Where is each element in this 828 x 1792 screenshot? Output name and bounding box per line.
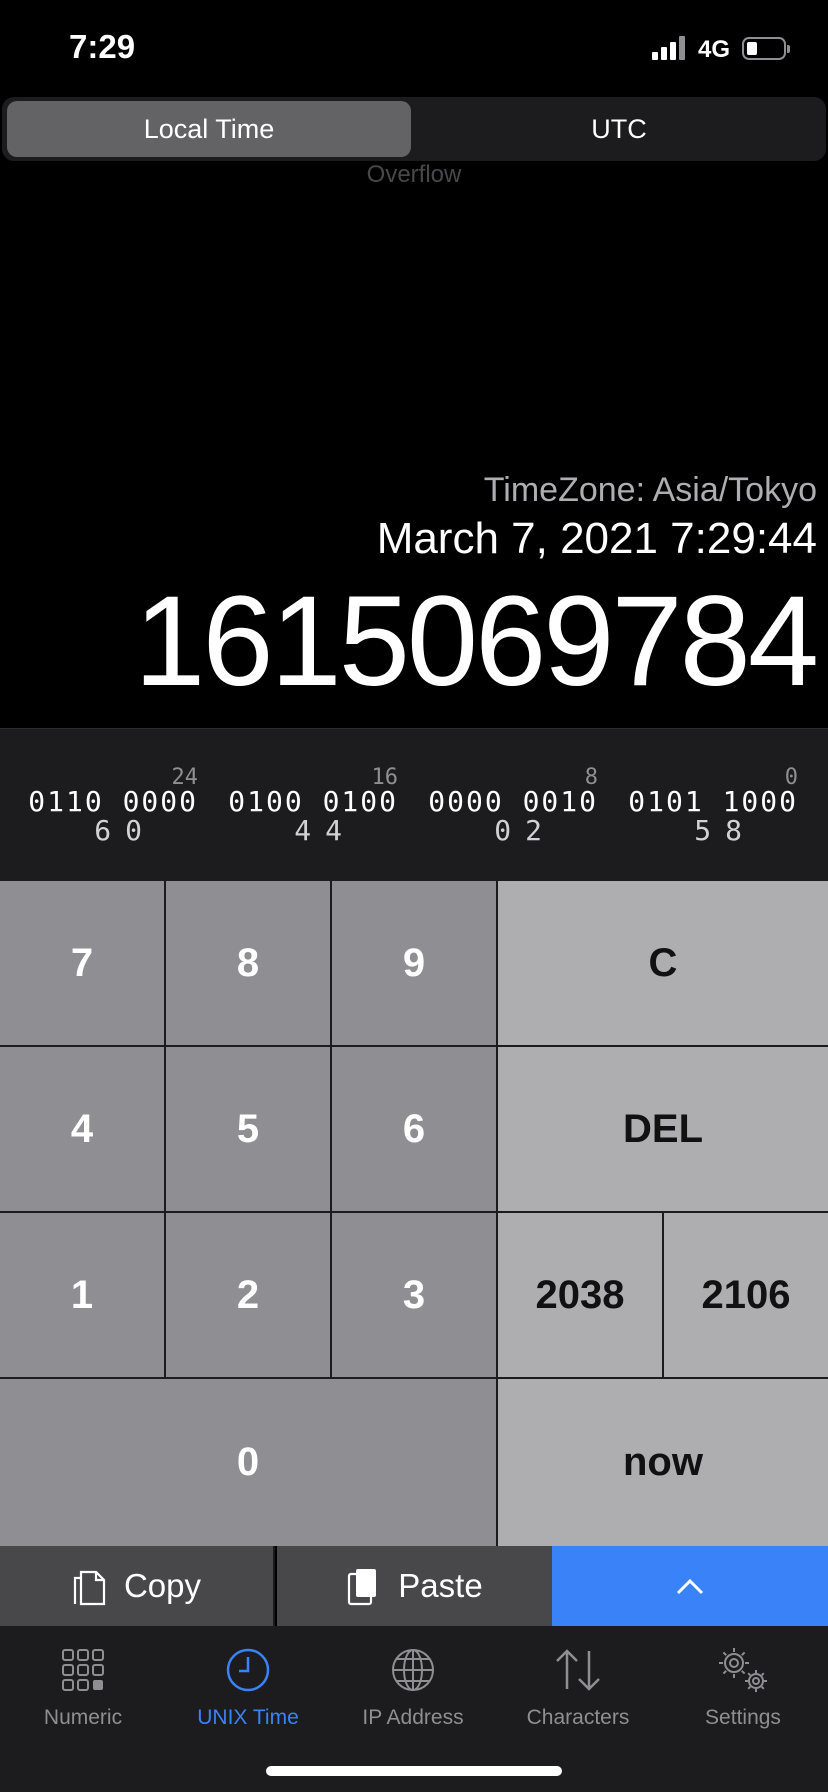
network-type: 4G: [698, 36, 731, 63]
bit-position: 8: [584, 765, 598, 790]
year-2106-button[interactable]: 2106: [664, 1213, 828, 1379]
globe-icon: [390, 1647, 436, 1693]
tab-label: Settings: [705, 1706, 781, 1729]
key-7[interactable]: 7: [0, 881, 166, 1047]
key-8[interactable]: 8: [166, 881, 332, 1047]
chevron-up-icon: [675, 1576, 705, 1596]
timezone-segmented-control: [2, 97, 826, 161]
battery-icon: [742, 37, 786, 60]
year-2038-button[interactable]: 2038: [498, 1213, 664, 1379]
key-6[interactable]: 6: [332, 1047, 498, 1213]
tab-label: IP Address: [362, 1706, 464, 1729]
grid-icon: [61, 1648, 105, 1692]
byte-hex: 44: [294, 814, 356, 847]
tab-label: Characters: [526, 1706, 630, 1729]
tab-label: Numeric: [43, 1706, 123, 1729]
key-0[interactable]: 0: [0, 1379, 498, 1546]
byte-group: [400, 729, 600, 881]
binary-breakdown: [0, 728, 828, 882]
tab-label: UNIX Time: [197, 1706, 299, 1729]
unix-timestamp: 1615069784: [134, 570, 816, 713]
bit-position: 24: [171, 765, 198, 790]
byte-bits: 0110 0000: [28, 785, 198, 818]
tab-unix-time[interactable]: [165, 1644, 331, 1730]
bit-position: 16: [371, 765, 398, 790]
status-time: 7:29: [69, 28, 136, 65]
tab-settings[interactable]: [660, 1644, 826, 1730]
gears-icon: [714, 1645, 772, 1695]
byte-group: [0, 729, 200, 881]
collapse-keypad-button[interactable]: [552, 1546, 828, 1626]
paste-icon: [346, 1566, 380, 1606]
now-button[interactable]: now: [498, 1379, 828, 1546]
byte-hex: 58: [694, 814, 756, 847]
timezone-label: TimeZone: Asia/Tokyo: [483, 471, 817, 509]
tab-characters[interactable]: [495, 1644, 661, 1730]
home-indicator: [266, 1766, 562, 1776]
delete-button[interactable]: DEL: [498, 1047, 828, 1213]
copy-label: Copy: [123, 1567, 202, 1604]
byte-hex: 60: [94, 814, 156, 847]
byte-group: [600, 729, 800, 881]
key-5[interactable]: 5: [166, 1047, 332, 1213]
tab-ip-address[interactable]: [330, 1644, 496, 1730]
byte-group: [200, 729, 400, 881]
byte-bits: 0000 0010: [428, 785, 598, 818]
copy-icon: [72, 1566, 106, 1606]
bit-position: 0: [784, 765, 798, 790]
byte-bits: 0100 0100: [228, 785, 398, 818]
clear-button[interactable]: C: [498, 881, 828, 1047]
segment-local-time[interactable]: Local Time: [7, 101, 411, 157]
key-3[interactable]: 3: [332, 1213, 498, 1379]
key-2[interactable]: 2: [166, 1213, 332, 1379]
key-9[interactable]: 9: [332, 881, 498, 1047]
paste-button[interactable]: [277, 1546, 552, 1626]
copy-button[interactable]: [0, 1546, 275, 1626]
signal-icon: [652, 36, 686, 60]
datetime-label: March 7, 2021 7:29:44: [376, 514, 817, 563]
overflow-label: Overflow: [366, 161, 462, 188]
key-1[interactable]: 1: [0, 1213, 166, 1379]
clock-icon: [225, 1647, 271, 1693]
byte-hex: 02: [494, 814, 556, 847]
arrows-updown-icon: [553, 1647, 603, 1693]
tab-numeric[interactable]: [0, 1644, 166, 1730]
segment-utc[interactable]: UTC: [591, 113, 647, 144]
paste-label: Paste: [398, 1567, 483, 1604]
key-4[interactable]: 4: [0, 1047, 166, 1213]
byte-bits: 0101 1000: [628, 785, 798, 818]
